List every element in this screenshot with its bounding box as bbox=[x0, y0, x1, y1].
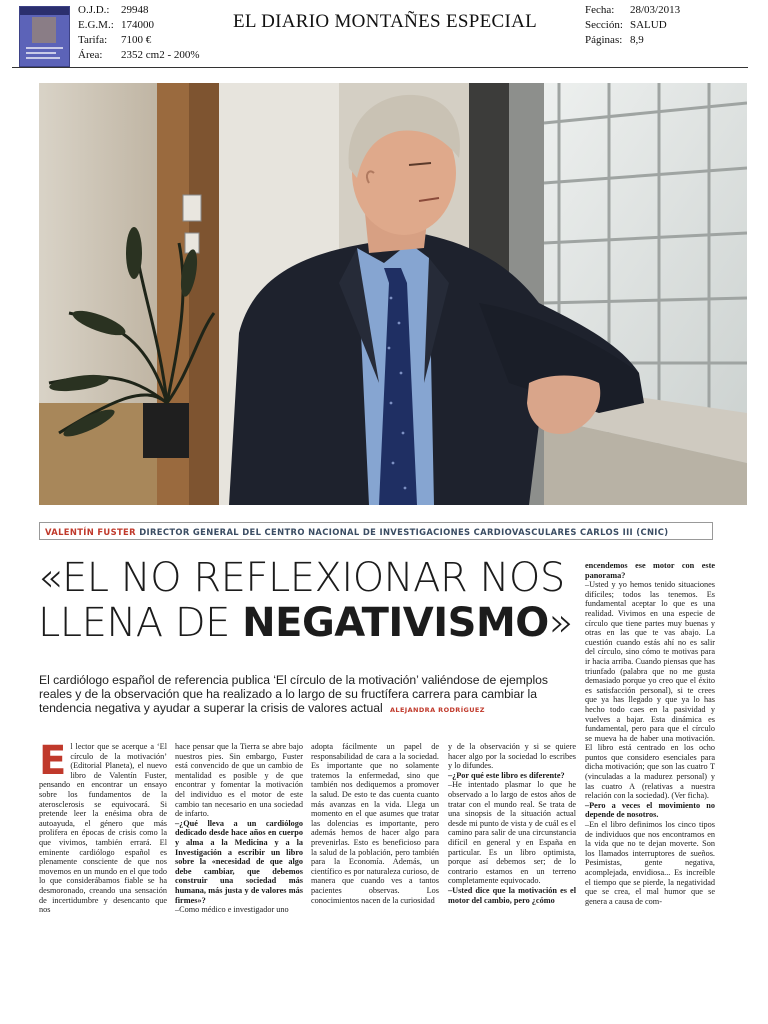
seccion-label: Sección: bbox=[585, 19, 623, 31]
article-column-2 bbox=[175, 742, 303, 915]
headline-line-2-start: LLENA DE bbox=[38, 600, 243, 646]
page-thumbnail bbox=[19, 6, 70, 67]
headline-line-2-end: » bbox=[548, 600, 573, 646]
interviewee-byline bbox=[39, 522, 713, 540]
fecha-label: Fecha: bbox=[585, 4, 615, 16]
interview-question-4: –Pero a veces el movimiento no depende de nosotros. bbox=[585, 800, 715, 820]
column-2-answer: –Como médico e investigador uno bbox=[175, 905, 289, 915]
column-3-text: adopta fácilmente un papel de responsabilidad de cara a la sociedad. Es importante que no solamente tratemos la enfermedad, sino que también nos dediquemos a promover la salud. De esto te das cuenta cuanto más avanzas en la vida. Llega un momento en el que asumes que tratar las dolencias es importante, pero además hemos de hacer algo para prevenirlas. Esto es beneficioso para la salud de la población, pero también para la Economía. Además, un científico es por naturaleza curioso, de manera que cuando ves a tantos pacientes observas. Los conocimientos nacen de la curiosidad bbox=[311, 742, 439, 905]
interviewee-role: DIRECTOR GENERAL DEL CENTRO NACIONAL DE INVESTIGACIONES CARDIOVASCULARES CARLOS III (CNIC) bbox=[139, 527, 669, 537]
headline bbox=[38, 556, 578, 646]
ojd-label: O.J.D.: bbox=[78, 4, 110, 16]
article-subtitle bbox=[39, 674, 559, 717]
headline-line-2 bbox=[38, 601, 578, 646]
column-5-answer-1: –Usted y yo hemos tenido situaciones difíciles; todos las tenemos. Es fundamental aceptar lo que es una realidad. Vivimos en una especie de círculo que tiene partes muy buenas y otras en las que te vas abajo. La cuestión cuando estás ahí no es salir del círculo, sino cómo te motivas para ir hacia arriba. Cuando piensas que has triunfado (palabra que no me gusta demasiado porque yo creo que el éxito es satisfacción personal), si te crees que ya has llegado y que ya lo has hecho todo caes en la pasividad y vuelves a bajar. Esta dinámica es fundamental, pero para que el círculo se mueva ha de haber una motivación. El libro está centrado en los ocho puntos que considero esenciales para dicha motivación; que son las cuatro T (vinculadas a la madurez personal) y las cuatro A (relativas a nuestra relación con la sociedad). (Ver ficha). bbox=[585, 580, 715, 801]
egm-label: E.G.M.: bbox=[78, 19, 114, 31]
seccion-value: SALUD bbox=[630, 19, 667, 31]
subtitle-text: El cardiólogo español de referencia publica ‘El círculo de la motivación’ valiéndose de ejemplos reales y de la observación que ha realizado a lo largo de su fructífera carrera para cambiar la tendencia negativa y ayudar a superar la crisis de valores actual bbox=[39, 673, 548, 715]
paginas-value: 8,9 bbox=[630, 34, 644, 46]
headline-line-1: «EL NO REFLEXIONAR NOS bbox=[38, 555, 565, 601]
press-meta-right bbox=[585, 3, 755, 48]
header-divider bbox=[12, 67, 748, 68]
tarifa-value: 7100 € bbox=[121, 34, 152, 46]
area-value: 2352 cm2 - 200% bbox=[121, 49, 200, 61]
column-4-answer: –He intentado plasmar lo que he observado a lo largo de estos años de tratar con el mundo real. Se trata de una sinopsis de la situación actual desde mi punto de vista y de cuál es el camino para salir de una circunstancia difícil en general y en España en particular. Es un libro optimista, porque así debemos ser; de lo contrario estamos en un terreno completamente equivocado. bbox=[448, 780, 576, 886]
paginas-label: Páginas: bbox=[585, 34, 623, 46]
egm-value: 174000 bbox=[121, 19, 154, 31]
article-column-4 bbox=[448, 742, 576, 905]
portrait-photo bbox=[39, 83, 747, 505]
column-5-answer-2: –En el libro definimos los cinco tipos de individuos que nos encontramos en la vida que no te dejan moverte. Son los llamados interruptores de sueños. Pesimistas, gente negativa, acomplejada, envidiosa... Es increíble el tiempo que se pierde, la negatividad que se crea, el mal humor que se genera a causa de com- bbox=[585, 820, 715, 906]
author-name: ALEJANDRA RODRÍGUEZ bbox=[389, 705, 485, 714]
article-column-5 bbox=[585, 561, 715, 906]
interview-question-3: –Usted dice que la motivación es el motor del cambio, pero ¿cómo bbox=[448, 885, 576, 905]
ojd-value: 29948 bbox=[121, 4, 149, 16]
interview-question-2: –¿Por qué este libro es diferente? bbox=[448, 770, 565, 780]
tarifa-label: Tarifa: bbox=[78, 34, 108, 46]
interview-question-3-cont: encendemos ese motor con este panorama? bbox=[585, 561, 715, 580]
column-4-paragraph: y de la observación y si se quiere hacer algo por la sociedad lo escribes y lo difundes. bbox=[448, 742, 576, 771]
fecha-value: 28/03/2013 bbox=[630, 4, 681, 16]
article-column-3 bbox=[311, 742, 439, 905]
area-label: Área: bbox=[78, 49, 103, 61]
drop-cap: E bbox=[39, 738, 67, 784]
column-1-text: l lector que se acerque a ‘El círculo de la motivación’ (Editorial Planeta), el nuevo libro de Valentín Fuster, pensando en encontrar un ensayo sobre los fundamentos de la aterosclerosis se equivocará. Si pretende leer la enésima obra de autoayuda, el género que más prolifera en épocas de crisis como la que vivimos, también errará. El eminente cardiólogo español es plenamente consciente de que nos movemos en un mundo en el que todo lo que considerábamos fiable se ha desmoronado, creando una sensación de incertidumbre y desencanto que nos bbox=[39, 742, 167, 915]
headline-emphasis: NEGATIVISMO bbox=[242, 600, 549, 646]
interview-question-1: –¿Qué lleva a un cardiólogo dedicado desde hace años en cuerpo y alma a la Medicina y a la Investigación a escribir un libro sobre la «necesidad de que algo debe cambiar, que debemos construir una sociedad más humana, más justa y de valores más firmes»? bbox=[175, 818, 303, 905]
column-2-paragraph: hace pensar que la Tierra se abre bajo nuestros pies. Sin embargo, Fuster está convencido de que un cambio de mentalidad es posible y de que encontrar y fomentar la motivación del individuo es el motor de este cambio tan necesario en una sociedad de infarto. bbox=[175, 742, 303, 819]
article-column-1 bbox=[39, 738, 167, 915]
interviewee-name: VALENTÍN FUSTER bbox=[45, 527, 136, 537]
publication-title: EL DIARIO MONTAÑES ESPECIAL bbox=[232, 11, 538, 32]
press-meta-left bbox=[78, 3, 228, 63]
